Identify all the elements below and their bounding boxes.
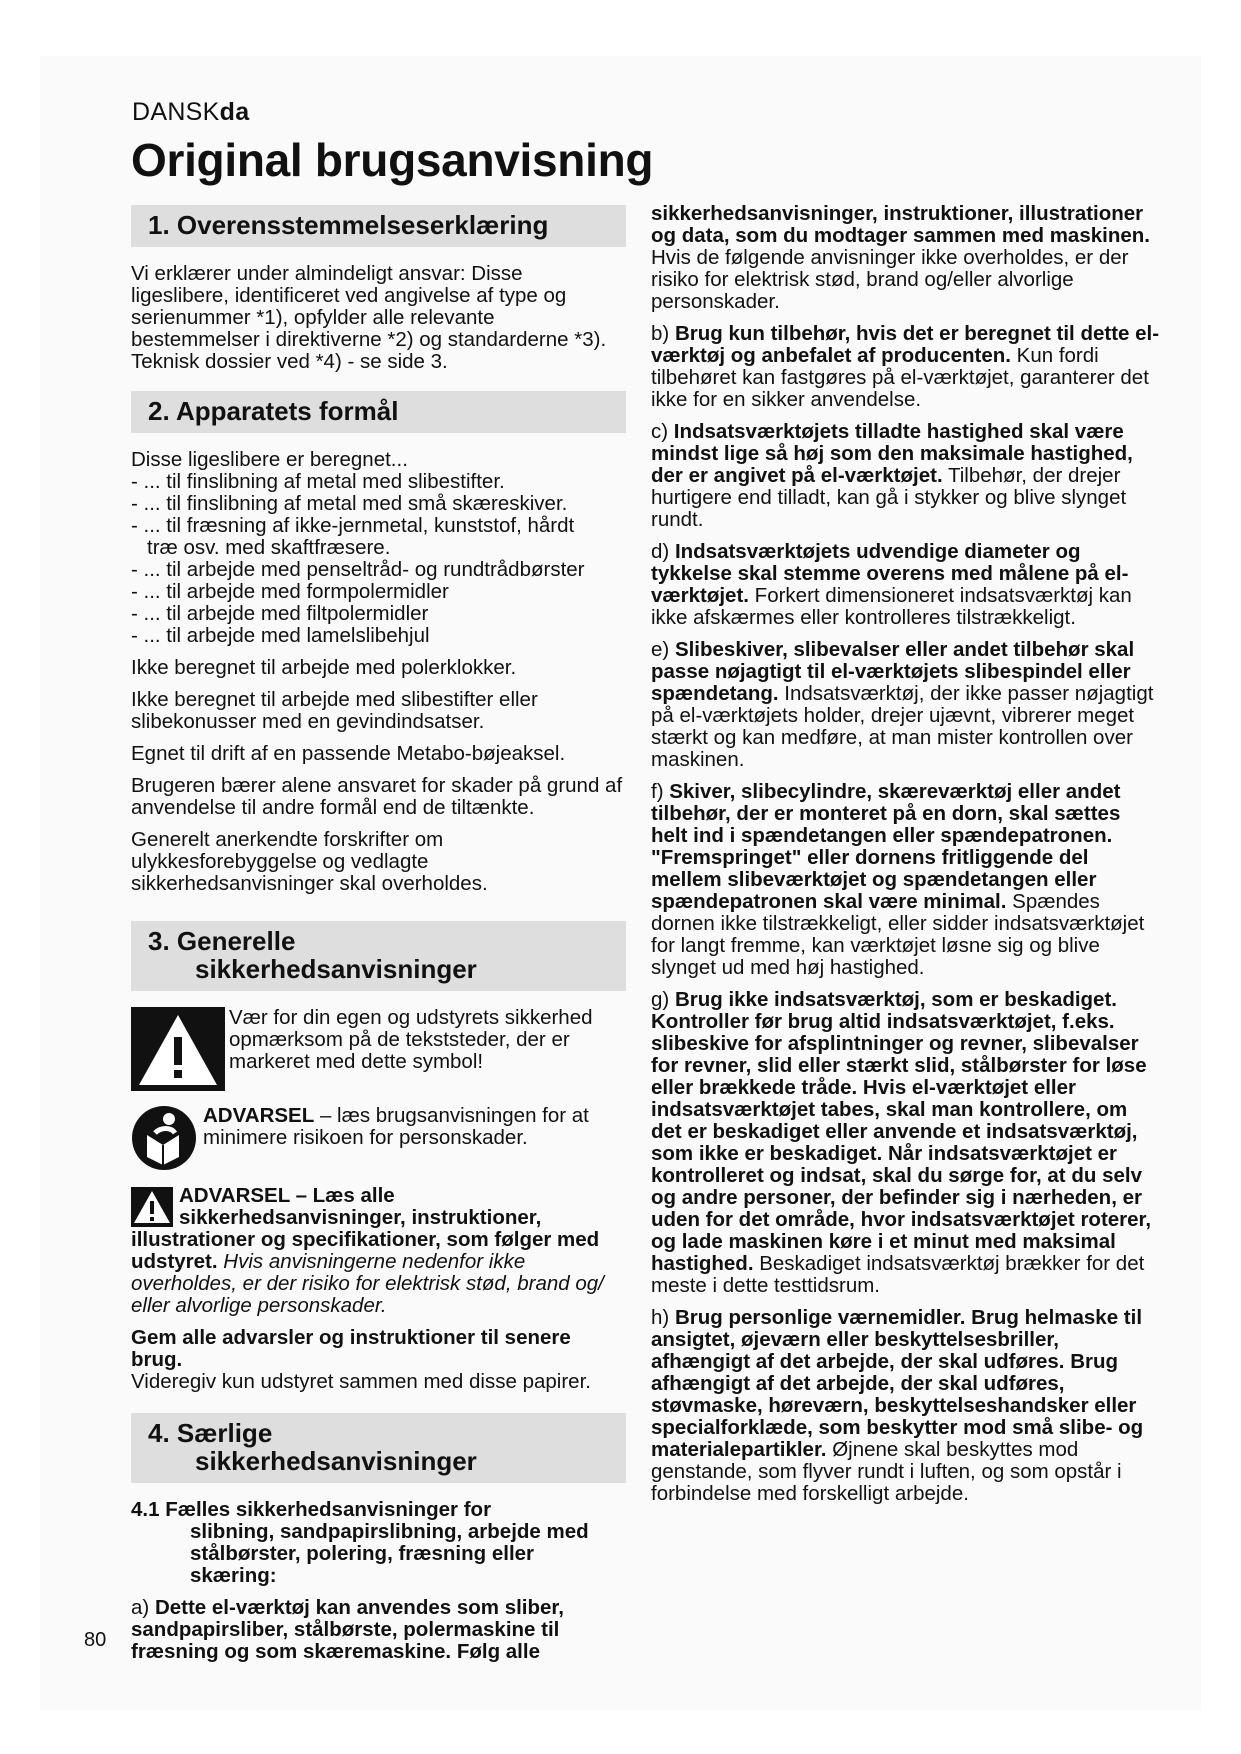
read-manual-row xyxy=(131,1105,626,1171)
item-d-bold: Indsatsværktøjets udvendige diameter og tykkelse skal stemme overens med målene på el-værktøjet. xyxy=(651,540,1129,607)
list-item: - ... til finslibning af metal med små skæreskiver. xyxy=(131,492,568,515)
item-b-bold: Brug kun tilbehør, hvis det er beregnet til dette el-værktøj og anbefalet af producenten. xyxy=(651,322,1160,367)
section2-p3: Egnet til drift af en passende Metabo-bøjeaksel. xyxy=(131,742,566,765)
section2-intro: Disse ligeslibere er beregnet... xyxy=(131,448,408,471)
section1-heading: 1. Overensstemmelseserklæring xyxy=(131,205,626,247)
item-g-text: Beskadiget indsatsværktøj brækker for det meste i dette testtidsrum. xyxy=(651,1252,1145,1297)
page-number: 80 xyxy=(84,1629,107,1651)
item-h-text: Øjnene skal beskyttes mod genstande, som flyver rundt i luften, og som opstår i forbindelse med forskelligt arbejde. xyxy=(651,1438,1122,1505)
general-warning-italic: Hvis anvisningerne nedenfor ikke overholdes, er der risiko for elektrisk stød, brand og/ eller alvorlige personskader. xyxy=(131,1250,604,1317)
read-label: ADVARSEL xyxy=(203,1104,315,1127)
list-item: - ... til arbejde med penseltråd- og rundtrådbørster xyxy=(131,558,585,581)
subsection-4-1-heading: 4.1 Fælles sikkerhedsanvisninger for slibning, sandpapirslibning, arbejde med stålbørster, polering, fræsning eller skæring: xyxy=(131,1498,589,1587)
list-item: - ... til finslibning af metal med slibestifter. xyxy=(131,470,505,493)
item-d-text: Forkert dimensioneret indsatsværktøj kan ikke afskærmes eller kontrolleres tilstrækkeligt. xyxy=(651,584,1132,629)
item-h-label: h) xyxy=(651,1306,675,1329)
item-e-bold: Slibeskiver, slibevalser eller andet tilbehør skal passe nøjagtigt til el-værktøjets slibespindel eller spændetang. xyxy=(651,638,1135,705)
right-column xyxy=(651,203,1161,1515)
section2-p1: Ikke beregnet til arbejde med polerklokker. xyxy=(131,656,517,679)
section2-p2: Ikke beregnet til arbejde med slibestifter eller slibekonusser med en gevindindsatser. xyxy=(131,688,538,733)
item-g-label: g) xyxy=(651,988,675,1011)
read-manual-icon xyxy=(131,1105,197,1171)
symbol-note: Vær for din egen og udstyrets sikkerhed opmærksom på de tekststeder, der er markeret med dette symbol! xyxy=(229,1006,593,1073)
purpose-list xyxy=(131,471,626,647)
item-b-label: b) xyxy=(651,322,675,345)
list-item: træ osv. med skaftfræsere. xyxy=(147,536,391,559)
warning-triangle-icon xyxy=(131,1007,225,1091)
section3-heading: 3. Generelle sikkerhedsanvisninger xyxy=(131,921,626,991)
list-item: - ... til fræsning af ikke-jernmetal, kunststof, hårdt xyxy=(131,514,575,537)
pass-on-note: Videregiv kun udstyret sammen med disse papirer. xyxy=(131,1370,591,1393)
list-item: - ... til arbejde med filtpolermidler xyxy=(131,602,429,625)
item-g-bold: Brug ikke indsatsværktøj, som er beskadiget. Kontroller før brug altid indsatsværktøjet, f.eks. slibeskive for afsplintninger og revner, slibevalser for revner, slid eller stærkt slid, stålbørster for løse eller brækkede tråde. Hvis el-værktøjet eller indsatsværktøjet tabes, skal man kontrollere, om det er beskadiget eller anvende et indsatsværktøj, som ikke er beskadiget. Når indsatsværktøjet er kontrolleret og indsat, skal du sørge for, at du selv og andre personer, der befinder sig i nærheden, er uden for det område, hvor indsatsværktøjet roterer, og lade maskinen køre i et minut med maksimal hastighed. xyxy=(651,988,1152,1275)
item-a-continued-bold: sikkerhedsanvisninger, instruktioner, illustrationer og data, som du modtager sammen med maskinen. xyxy=(651,202,1150,247)
symbol-note-row xyxy=(131,1007,626,1091)
read-text: – læs brugsanvisningen for at minimere risikoen for personskader. xyxy=(203,1104,589,1149)
item-c-bold: Indsatsværktøjets tilladte hastighed skal være mindst lige så høj som den maksimale hastighed, der er angivet på el-værktøjet. xyxy=(651,420,1133,487)
warning-small-icon xyxy=(131,1187,173,1227)
general-warning-block xyxy=(131,1185,626,1317)
section2-p4: Brugeren bærer alene ansvaret for skader på grund af anvendelse til andre formål end de tiltænkte. xyxy=(131,774,623,819)
item-e-label: e) xyxy=(651,638,675,661)
general-warning-bold: ADVARSEL – Læs alle sikkerhedsanvisninger, instruktioner, illustrationer og specifikationer, som følger med udstyret. xyxy=(131,1184,600,1273)
item-f-label: f) xyxy=(651,780,670,803)
section1-body: Vi erklærer under almindeligt ansvar: Disse ligeslibere, identificeret ved angivelse af type og serienummer *1), opfylder alle relevante bestemmelser i direktiverne *2) og standarderne *3). Teknisk dossier ved *4) - se side 3. xyxy=(131,262,607,373)
item-f-text: Spændes dornen ikke tilstrækkeligt, eller sidder indsatsværktøjet for langt fremme, kan værktøjet løsne sig og blive slynget ud med høj hastighed. xyxy=(651,890,1145,979)
item-d-label: d) xyxy=(651,540,675,563)
item-b-text: Kun fordi tilbehøret kan fastgøres på el-værktøjet, garanterer det ikke for en sikker anvendelse. xyxy=(651,344,1149,411)
item-c-text: Tilbehør, der drejer hurtigere end tilladt, kan gå i stykker og blive slynget rundt. xyxy=(651,464,1127,531)
item-h-bold: Brug personlige værnemidler. Brug helmaske til ansigtet, øjeværn eller beskyttelsesbriller, afhængigt af det arbejde, der skal udføres. Brug afhængigt af det arbejde, der skal udføres, støvmaske, høreværn, beskyttelseshandsker eller specialforklæde, som beskytter mod små slibe- og materialepartikler. xyxy=(651,1306,1144,1461)
list-item: - ... til arbejde med lamelslibehjul xyxy=(131,624,430,647)
item-a-continued-text: Hvis de følgende anvisninger ikke overholdes, er der risiko for elektrisk stød, brand og/eller alvorlige personskader. xyxy=(651,246,1129,313)
item-c-label: c) xyxy=(651,420,674,443)
left-column xyxy=(131,205,626,1673)
keep-instructions: Gem alle advarsler og instruktioner til senere brug. xyxy=(131,1326,571,1371)
section2-heading: 2. Apparatets formål xyxy=(131,391,626,433)
item-a-bold: Dette el-værktøj kan anvendes som sliber, sandpapirsliber, stålbørste, polermaskine til fræsning og som skæremaskine. Følg alle xyxy=(131,1596,564,1663)
list-item: - ... til arbejde med formpolermidler xyxy=(131,580,449,603)
section4-heading: 4. Særlige sikkerhedsanvisninger xyxy=(131,1413,626,1483)
section2-p5: Generelt anerkendte forskrifter om ulykkesforebyggelse og vedlagte sikkerhedsanvisninger skal overholdes. xyxy=(131,828,488,895)
item-e-text: Indsatsværktøj, der ikke passer nøjagtigt på el-værktøjets holder, drejer ujævnt, vibrerer meget stærkt og kan medføre, at man mister kontrollen over maskinen. xyxy=(651,682,1154,771)
language-label: DANSKda xyxy=(132,98,250,126)
page-title: Original brugsanvisning xyxy=(131,134,654,186)
item-f-bold: Skiver, slibecylindre, skæreværktøj eller andet tilbehør, der er monteret på en dorn, skal sættes helt ind i spændetangen eller spændepatronen. "Fremspringet" eller dornens fritliggende del mellem slibeværktøjet og spændetangen eller spændepatronen skal være minimal. xyxy=(651,780,1121,913)
item-a-label: a) xyxy=(131,1596,155,1619)
